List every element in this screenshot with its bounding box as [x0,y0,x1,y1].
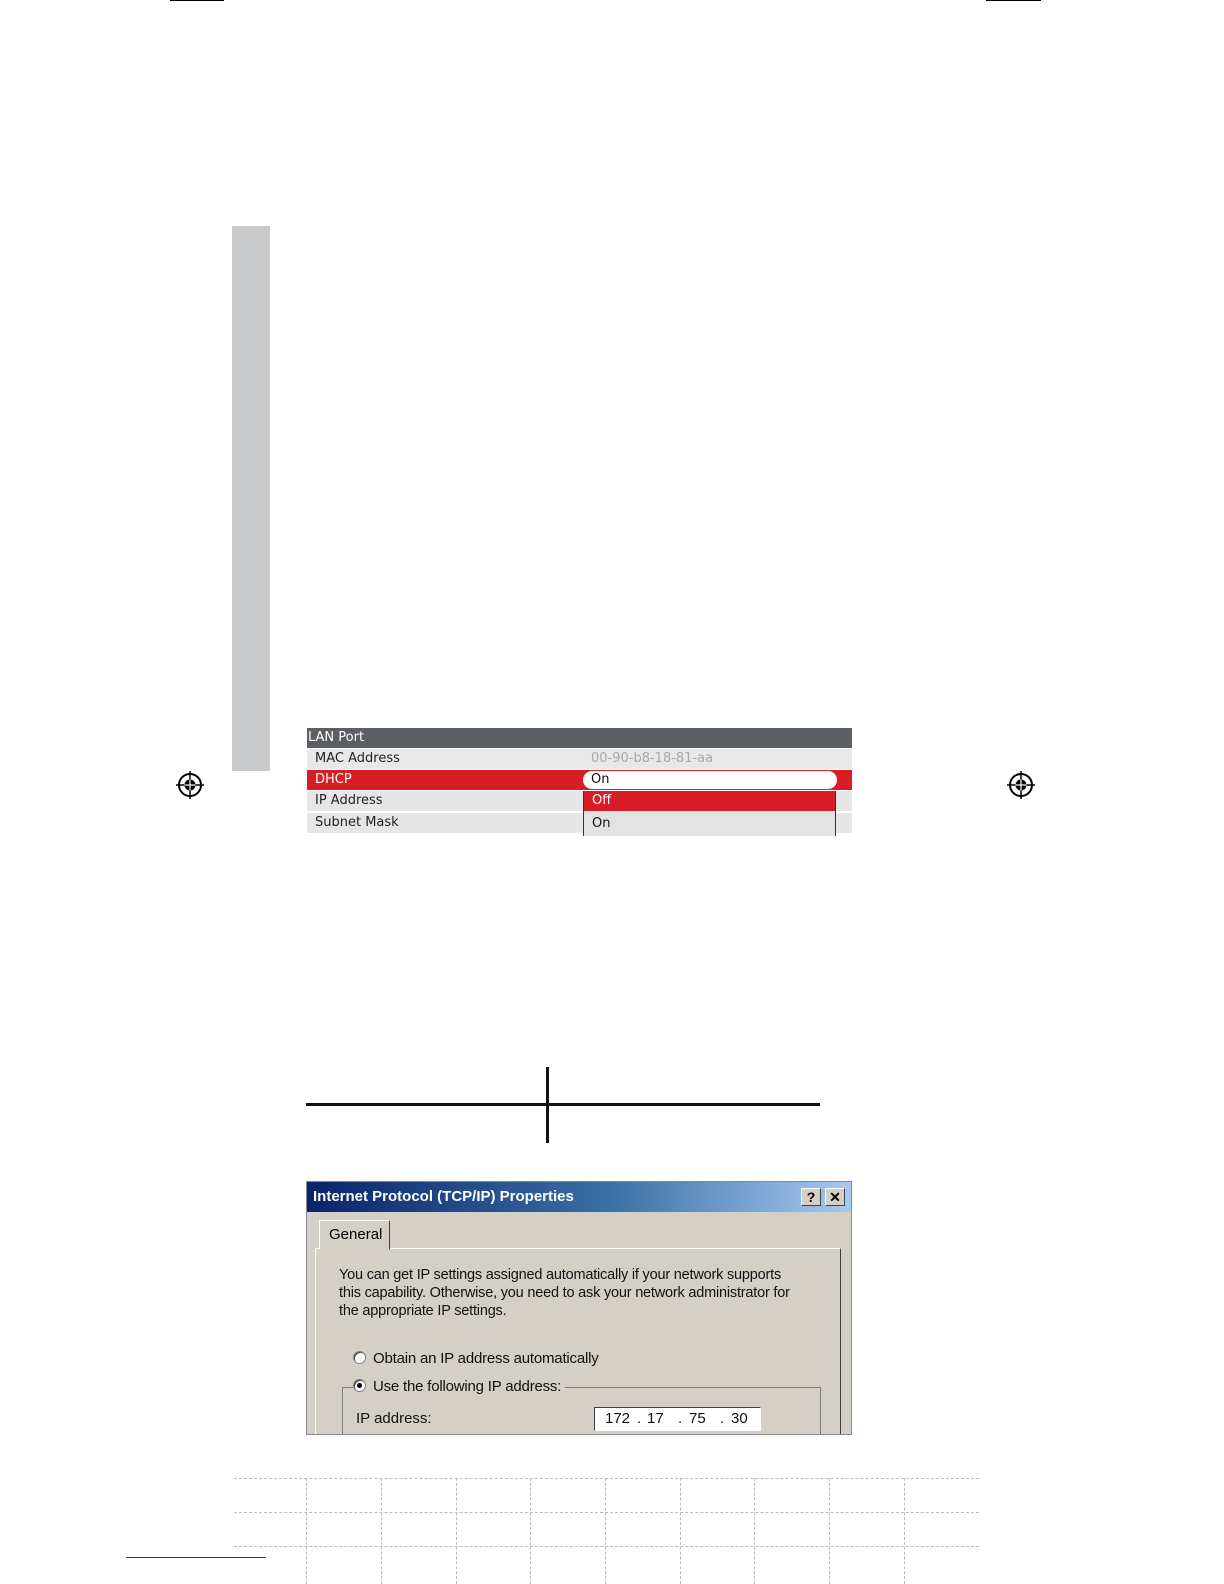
grid-line [530,1478,531,1584]
dialog-title: Internet Protocol (TCP/IP) Properties [313,1188,574,1205]
grid-line [234,1546,979,1547]
ip-address-label: IP Address [315,793,383,808]
mac-address-row [307,749,852,769]
tab-general[interactable]: General [319,1220,390,1250]
mac-address-label: MAC Address [315,751,400,766]
grid-line [605,1478,606,1584]
ip-octet-2: 17 [647,1410,664,1427]
lan-port-title: LAN Port [307,728,852,748]
ip-octet-3: 75 [689,1410,706,1427]
obtain-ip-auto-option[interactable] [353,1350,599,1367]
ip-address-field-label: IP address: [356,1410,432,1427]
ip-dot: . [678,1410,683,1427]
grid-line [904,1478,905,1584]
dhcp-select[interactable]: On [583,771,837,789]
description-line: the appropriate IP settings. [339,1303,507,1319]
bottom-dashed-grid [234,1478,979,1584]
description-line: this capability. Otherwise, you need to ask your network administrator for [339,1285,790,1301]
grid-line [754,1478,755,1584]
grid-line [381,1478,382,1584]
radio-checked-icon[interactable] [353,1379,366,1392]
side-tab-bar [232,226,270,771]
grid-line [234,1512,979,1513]
trim-mark-left [170,0,224,1]
footer-rule [126,1557,266,1558]
divider-vertical [546,1067,549,1143]
use-following-ip-label: Use the following IP address: [373,1378,562,1395]
ip-octet-4: 30 [731,1410,748,1427]
grid-line [829,1478,830,1584]
tcpip-properties-dialog [306,1181,852,1435]
use-following-ip-option[interactable] [353,1378,565,1395]
lan-port-panel [307,728,852,836]
dhcp-label: DHCP [315,772,352,787]
mac-address-value: 00-90-b8-18-81-aa [591,751,714,766]
ip-dot: . [720,1410,725,1427]
radio-unchecked-icon[interactable] [353,1351,366,1364]
grid-line [680,1478,681,1584]
dialog-description [339,1266,819,1320]
description-line: You can get IP settings assigned automatically if your network supports [339,1267,782,1283]
divider-horizontal [306,1103,820,1106]
registration-mark-right-icon [1007,771,1035,799]
ip-octet-1: 172 [605,1410,631,1427]
grid-line [306,1478,307,1584]
ip-address-input[interactable] [594,1407,761,1431]
dialog-titlebar [307,1182,851,1212]
dhcp-option-off[interactable]: Off [584,791,835,811]
dhcp-dropdown-list [583,791,836,836]
grid-line [456,1478,457,1584]
trim-mark-right [986,0,1041,1]
help-button[interactable]: ? [801,1188,821,1206]
dhcp-option-on[interactable]: On [592,816,611,831]
close-button[interactable]: ✕ [825,1188,845,1206]
registration-mark-left-icon [176,771,204,799]
obtain-ip-auto-label: Obtain an IP address automatically [373,1350,599,1367]
ip-dot: . [637,1410,642,1427]
grid-line [234,1478,979,1479]
subnet-mask-label: Subnet Mask [315,815,399,830]
